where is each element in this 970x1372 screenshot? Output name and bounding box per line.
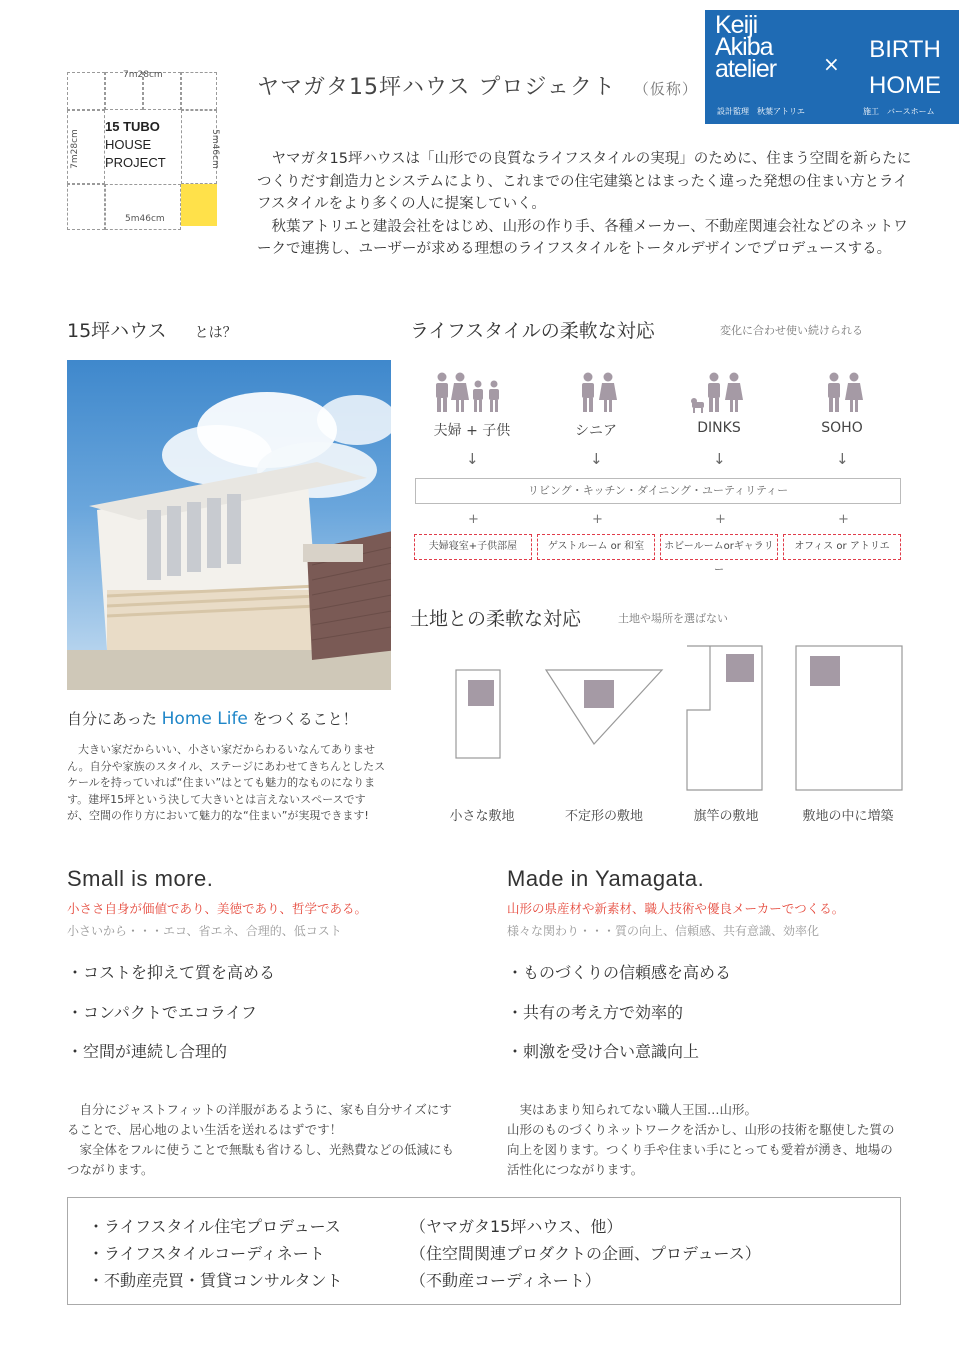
grid-cell (67, 184, 105, 230)
grid-cell (67, 72, 105, 110)
small-bullet: ・空間が連続し合理的 (67, 1042, 228, 1061)
small-p1: 自分にジャストフィットの洋服があるように、家も自分サイズにすることで、居心地のよい生活を送れるはずです！ (67, 1102, 452, 1137)
made-bullet: ・ものづくりの信頼感を高める (507, 963, 732, 982)
home-life-pre: 自分にあった (67, 710, 157, 728)
arrow-down-icon: ↓ (590, 450, 603, 468)
site-flag: 旗竿の敷地 (693, 809, 759, 824)
cross-symbol: × (823, 52, 840, 76)
plus-sign: + (715, 512, 726, 527)
home-life-paragraph: 大きい家だからいい、小さい家だからわるいなんてありません。自分や家族のスタイル、ステージにあわせてきちんとしたスケールを持っていれば“住まい”はとても魅力的なものになります。建坪15坪という決して大きいとは言えないスペースですが、空間の作り方において魅力的な“住まい”が実現できます! (67, 743, 386, 822)
house-square (468, 680, 494, 706)
yellow-square (181, 184, 217, 226)
site-small: 小さな敷地 (449, 809, 515, 824)
project-name (105, 118, 166, 172)
room-option-dinks: ホビールームorギャラリー (660, 534, 778, 560)
title-kasho: （仮称） (633, 80, 698, 98)
site-extension: 敷地の中に増築 (802, 809, 894, 824)
service-detail: （ヤマガタ15坪ハウス、他） (410, 1217, 623, 1236)
type-soho: SOHO (821, 420, 863, 436)
brand-logo-box (705, 10, 959, 124)
small-title: Small is more. (67, 866, 214, 891)
soho-people-icon (824, 372, 874, 414)
intro-p2: 秋葉アトリエと建設会社をはじめ、山形の作り手、各種メーカー、不動産関連会社などのネットワークで連携し、ユーザーが求める理想のライフスタイルをトータルデザインでプロデュースする。 (257, 218, 908, 257)
house-photo (67, 360, 391, 690)
ka-line1: Keiji (715, 11, 758, 39)
room-option-senior: ゲストルーム or 和室 (537, 534, 655, 560)
service-name: ・不動産売買・賃貸コンサルタント (88, 1271, 343, 1290)
small-bullet: ・コンパクトでエコライフ (67, 1003, 257, 1022)
room-option-soho: オフィス or アトリエ (783, 534, 901, 560)
akiba-atelier-logo (715, 11, 777, 83)
small-gray: 小さいから・・・エコ、省エネ、合理的、低コスト (67, 924, 342, 938)
plus-sign: + (592, 512, 603, 527)
type-senior: シニア (575, 423, 617, 439)
arrow-down-icon: ↓ (466, 450, 479, 468)
ka-line3: atelier (715, 55, 777, 83)
intro-text (257, 148, 917, 261)
house-illustration (67, 360, 391, 690)
intro-p1: ヤマガタ15坪ハウスは「山形での良質なライフスタイルの実現」のために、住まう空間を新らたにつくりだす創造力とシステムにより、これまでの住宅建築とはまったく違った発想の住まい方とライフスタイルをより多くの人に提案していく。 (257, 151, 912, 212)
lifestyle-sub: 変化に合わせ使い続けられる (720, 324, 863, 337)
made-gray: 様々な関わり・・・質の向上、信頼感、共有意識、効率化 (507, 924, 820, 938)
made-p1: 実はあまり知られてない職人王国…山形。 (519, 1102, 758, 1117)
dinks-people-icon (690, 372, 750, 414)
project-grid-logo (67, 70, 220, 230)
room-option-family: 夫婦寝室+子供部屋 (414, 534, 532, 560)
home-life-post: をつくること！ (252, 710, 358, 728)
home-life-text (67, 742, 387, 825)
plus-sign: + (468, 512, 479, 527)
title-text: ヤマガタ15坪ハウス プロジェクト (257, 75, 616, 100)
house-square (810, 656, 840, 686)
service-detail: （不動産コーディネート） (410, 1271, 601, 1290)
small-p2: 家全体をフルに使うことで無駄も省けるし、光熱費などの低減にもつながります。 (67, 1142, 455, 1177)
home-life-heading (67, 708, 358, 729)
house-square (726, 654, 754, 682)
what-title-sub: とは？ (194, 325, 237, 341)
made-text (507, 1100, 902, 1180)
dim-top: 7m28cm (123, 70, 163, 80)
land-title: 土地との柔軟な対応 (410, 608, 582, 630)
dim-left: 7m28cm (69, 129, 80, 169)
arrow-down-icon: ↓ (713, 450, 726, 468)
made-red: 山形の県産材や新素材、職人技術や優良メーカーでつくる。 (507, 901, 845, 916)
what-title (67, 316, 237, 343)
made-p2: 山形のものづくりネットワークを活かし、山形の技術を駆使した質の向上を図ります。つくり手や住まい手にとっても愛着が湧き、地場の活性化につながります。 (507, 1122, 895, 1177)
arrow-down-icon: ↓ (836, 450, 849, 468)
made-bullet: ・共有の考え方で効率的 (507, 1003, 684, 1022)
site-irregular: 不定形の敷地 (564, 809, 643, 824)
service-name: ・ライフスタイルコーディネート (88, 1244, 325, 1263)
birth-line1: BIRTH (869, 36, 941, 63)
services-box (67, 1197, 901, 1305)
house-square (584, 680, 614, 708)
plus-sign: + (838, 512, 849, 527)
made-bullet: ・刺激を受け合い意識向上 (507, 1042, 700, 1061)
small-red: 小ささ自身が価値であり、美徳であり、哲学である。 (67, 901, 368, 916)
grid-cell (181, 72, 217, 110)
lifestyle-title: ライフスタイルの柔軟な対応 (410, 320, 655, 342)
brand-caption-left: 設計監理 秋葉アトリエ (717, 107, 805, 116)
project-line3: PROJECT (105, 155, 166, 170)
project-line1: 15 TUBO (105, 119, 160, 134)
site-diagrams (410, 640, 910, 800)
service-detail: （住空間関連プロダクトの企画、プロデュース） (410, 1244, 761, 1263)
type-family: 夫婦 + 子供 (433, 423, 511, 439)
home-life-accent: Home Life (161, 709, 248, 729)
service-name: ・ライフスタイル住宅プロデュース (88, 1217, 341, 1236)
page-title (257, 70, 698, 101)
family-people-icon (432, 372, 512, 414)
ka-line2: Akiba (715, 33, 773, 61)
small-bullet: ・コストを抑えて質を高める (67, 963, 276, 982)
common-space-bar: リビング・キッチン・ダイニング・ユーティリティー (415, 478, 901, 504)
senior-people-icon (578, 372, 628, 414)
birth-line2: HOME (869, 72, 941, 99)
land-sub: 土地や場所を選ばない (618, 612, 728, 625)
made-title: Made in Yamagata. (507, 866, 705, 891)
dim-bottom: 5m46cm (125, 214, 165, 224)
small-text (67, 1100, 462, 1180)
project-line2: HOUSE (105, 137, 152, 152)
dim-right: 5m46cm (209, 129, 220, 169)
type-dinks: DINKS (697, 420, 741, 436)
birth-home-logo (857, 32, 953, 104)
what-title-main: 15坪ハウス (67, 320, 167, 342)
brand-caption-right: 施工 バースホーム (863, 107, 935, 116)
